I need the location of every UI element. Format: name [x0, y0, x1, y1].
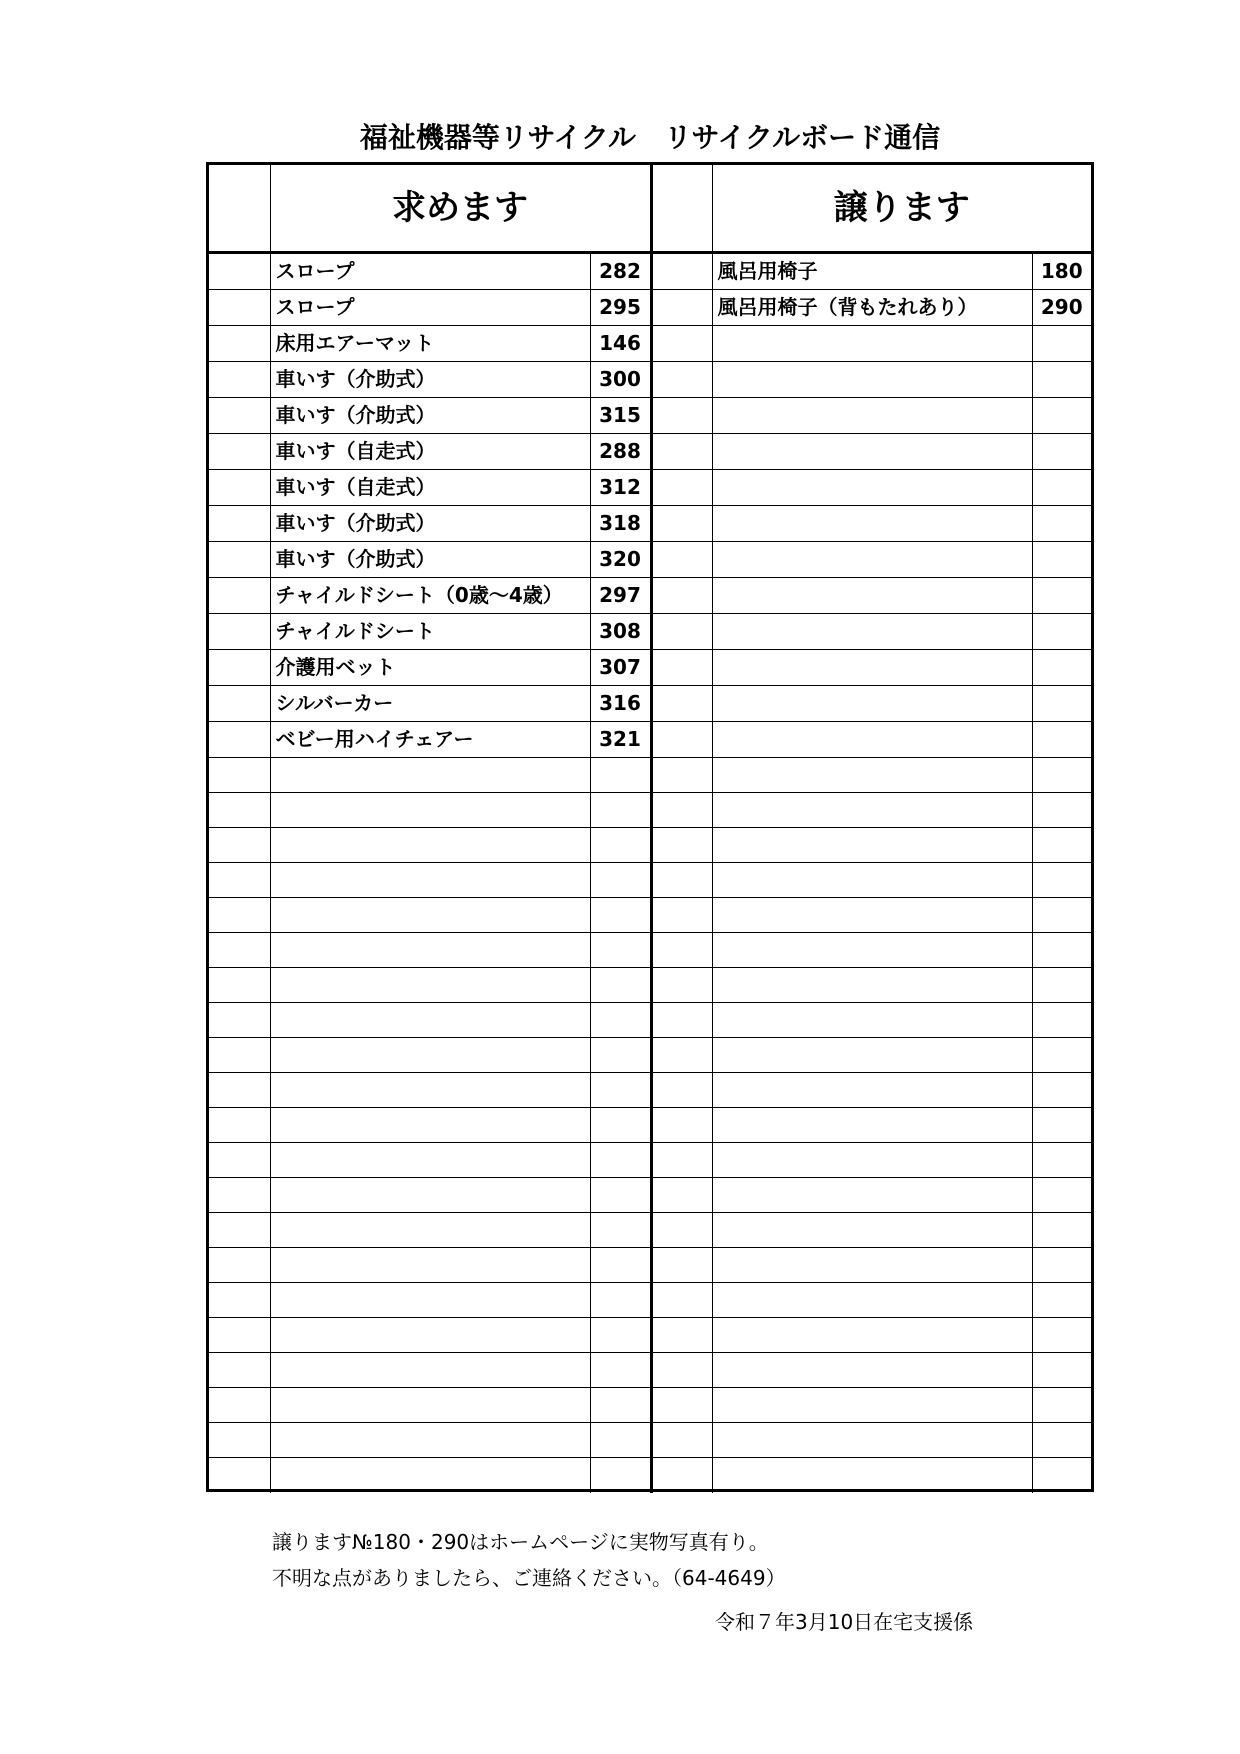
offered-blank-cell — [651, 968, 712, 1003]
offered-blank-cell — [651, 1423, 712, 1458]
offered-item-name — [712, 1283, 1032, 1318]
wanted-item-number — [590, 758, 651, 793]
offered-blank-cell — [651, 1458, 712, 1493]
wanted-item-name — [270, 828, 590, 863]
wanted-item-name — [270, 1213, 590, 1248]
wanted-blank-cell — [209, 1038, 270, 1073]
wanted-item-name — [270, 1458, 590, 1493]
offered-header: 譲ります — [712, 165, 1091, 253]
offered-blank-cell — [651, 1213, 712, 1248]
offered-item-name — [712, 434, 1032, 470]
offered-blank-cell — [651, 1353, 712, 1388]
recycle-board-table — [206, 162, 1094, 1492]
wanted-item-name — [270, 898, 590, 933]
wanted-item-name: スロープ — [270, 253, 590, 290]
wanted-item-number: 282 — [590, 253, 651, 290]
wanted-blank-cell — [209, 326, 270, 362]
offered-item-number — [1032, 1143, 1091, 1178]
table-row — [209, 1108, 1091, 1143]
note-photo: 譲ります№180・290はホームページに実物写真有り。 — [272, 1530, 769, 1554]
wanted-item-number: 307 — [590, 650, 651, 686]
wanted-item-number: 288 — [590, 434, 651, 470]
offered-item-number — [1032, 362, 1091, 398]
offered-blank-cell — [651, 434, 712, 470]
wanted-blank-cell — [209, 1248, 270, 1283]
offered-item-name — [712, 1073, 1032, 1108]
wanted-item-name: 車いす（介助式） — [270, 398, 590, 434]
offered-item-name — [712, 506, 1032, 542]
wanted-item-number: 320 — [590, 542, 651, 578]
table-row — [209, 933, 1091, 968]
offered-item-name — [712, 828, 1032, 863]
wanted-item-name: チャイルドシート — [270, 614, 590, 650]
wanted-item-name — [270, 863, 590, 898]
offered-blank-cell — [651, 863, 712, 898]
table-row — [209, 1423, 1091, 1458]
wanted-item-name: 介護用ベット — [270, 650, 590, 686]
offered-item-number — [1032, 578, 1091, 614]
wanted-blank-cell — [209, 1353, 270, 1388]
offered-item-number — [1032, 434, 1091, 470]
offered-blank-cell — [651, 362, 712, 398]
offered-blank-cell — [651, 933, 712, 968]
wanted-item-number — [590, 1353, 651, 1388]
offered-blank-cell — [651, 1283, 712, 1318]
wanted-blank-cell — [209, 898, 270, 933]
wanted-blank-cell — [209, 1143, 270, 1178]
offered-blank-cell — [651, 898, 712, 933]
wanted-item-name: シルバーカー — [270, 686, 590, 722]
table-row — [209, 1038, 1091, 1073]
wanted-item-name: チャイルドシート（0歳～4歳） — [270, 578, 590, 614]
wanted-blank-cell — [209, 863, 270, 898]
offered-blank-cell — [651, 1318, 712, 1353]
offered-item-number — [1032, 398, 1091, 434]
wanted-item-number: 146 — [590, 326, 651, 362]
offered-blank-cell — [651, 326, 712, 362]
offered-item-number — [1032, 828, 1091, 863]
table-row — [209, 1003, 1091, 1038]
wanted-item-number — [590, 968, 651, 1003]
table-row — [209, 398, 1091, 434]
wanted-item-number — [590, 1423, 651, 1458]
table-row — [209, 1143, 1091, 1178]
wanted-item-name — [270, 968, 590, 1003]
offered-blank-cell — [651, 758, 712, 793]
wanted-blank-cell — [209, 290, 270, 326]
wanted-item-number — [590, 1213, 651, 1248]
offered-item-number — [1032, 1178, 1091, 1213]
wanted-item-name: 車いす（自走式） — [270, 434, 590, 470]
offered-blank-cell — [651, 1038, 712, 1073]
table-row — [209, 1283, 1091, 1318]
table-header-row — [209, 165, 1091, 253]
offered-blank-cell — [651, 398, 712, 434]
offered-item-number — [1032, 1353, 1091, 1388]
wanted-item-name — [270, 1388, 590, 1423]
wanted-item-number: 300 — [590, 362, 651, 398]
wanted-item-number — [590, 1003, 651, 1038]
offered-item-number — [1032, 863, 1091, 898]
table-row — [209, 506, 1091, 542]
offered-blank-cell — [651, 793, 712, 828]
note-contact: 不明な点がありましたら、ご連絡ください。（64-4649） — [272, 1566, 786, 1590]
offered-item-number — [1032, 542, 1091, 578]
wanted-blank-cell — [209, 1458, 270, 1493]
table-row — [209, 290, 1091, 326]
wanted-item-name — [270, 1283, 590, 1318]
offered-item-name — [712, 1388, 1032, 1423]
wanted-item-name — [270, 758, 590, 793]
table-row — [209, 614, 1091, 650]
offered-item-number — [1032, 1108, 1091, 1143]
table-row — [209, 1178, 1091, 1213]
wanted-blank-cell — [209, 434, 270, 470]
wanted-blank-cell — [209, 828, 270, 863]
offered-item-name — [712, 542, 1032, 578]
offered-blank-cell — [651, 1108, 712, 1143]
wanted-item-number — [590, 793, 651, 828]
offered-item-name — [712, 686, 1032, 722]
wanted-item-name: ベビー用ハイチェアー — [270, 722, 590, 758]
wanted-item-name: スロープ — [270, 290, 590, 326]
offered-blank-cell — [651, 1073, 712, 1108]
offered-item-name — [712, 1318, 1032, 1353]
offered-blank-cell — [651, 686, 712, 722]
table-row — [209, 1073, 1091, 1108]
wanted-item-number — [590, 828, 651, 863]
page-title: 福祉機器等リサイクル リサイクルボード通信 — [359, 121, 941, 154]
wanted-blank-cell — [209, 793, 270, 828]
wanted-blank-cell — [209, 614, 270, 650]
table-row — [209, 863, 1091, 898]
offered-item-number — [1032, 1318, 1091, 1353]
offered-item-name — [712, 470, 1032, 506]
offered-item-name — [712, 1458, 1032, 1493]
table-row — [209, 326, 1091, 362]
wanted-blank-cell — [209, 1318, 270, 1353]
wanted-item-number — [590, 933, 651, 968]
table-row — [209, 362, 1091, 398]
wanted-blank-cell — [209, 1003, 270, 1038]
offered-item-number: 180 — [1032, 253, 1091, 290]
table-row — [209, 470, 1091, 506]
offered-blank-cell — [651, 1248, 712, 1283]
offered-item-name — [712, 722, 1032, 758]
wanted-blank-cell — [209, 722, 270, 758]
offered-item-name — [712, 578, 1032, 614]
offered-blank-cell — [651, 542, 712, 578]
offered-item-number — [1032, 614, 1091, 650]
wanted-item-number: 318 — [590, 506, 651, 542]
offered-item-number — [1032, 722, 1091, 758]
offered-item-name — [712, 650, 1032, 686]
table-row — [209, 434, 1091, 470]
offered-item-name — [712, 1038, 1032, 1073]
notes — [272, 1524, 786, 1596]
offered-item-name — [712, 758, 1032, 793]
offered-item-name — [712, 1353, 1032, 1388]
header-blank-cell — [209, 165, 270, 253]
wanted-blank-cell — [209, 542, 270, 578]
offered-item-number — [1032, 1388, 1091, 1423]
offered-item-number — [1032, 686, 1091, 722]
wanted-item-name — [270, 1353, 590, 1388]
offered-item-number — [1032, 1073, 1091, 1108]
wanted-blank-cell — [209, 1283, 270, 1318]
wanted-item-number — [590, 1178, 651, 1213]
offered-blank-cell — [651, 1143, 712, 1178]
offered-item-name — [712, 1003, 1032, 1038]
wanted-item-name: 車いす（介助式） — [270, 542, 590, 578]
offered-item-number — [1032, 933, 1091, 968]
table-row — [209, 1353, 1091, 1388]
offered-item-name — [712, 326, 1032, 362]
offered-item-number — [1032, 1038, 1091, 1073]
wanted-item-number — [590, 1283, 651, 1318]
wanted-blank-cell — [209, 1073, 270, 1108]
table-row — [209, 578, 1091, 614]
offered-item-number — [1032, 1248, 1091, 1283]
offered-item-name — [712, 1178, 1032, 1213]
wanted-item-number — [590, 1248, 651, 1283]
wanted-item-number: 315 — [590, 398, 651, 434]
offered-item-number — [1032, 326, 1091, 362]
wanted-item-number — [590, 1073, 651, 1108]
wanted-item-number — [590, 1458, 651, 1493]
offered-blank-cell — [651, 1388, 712, 1423]
wanted-item-name — [270, 1038, 590, 1073]
wanted-item-number — [590, 1143, 651, 1178]
wanted-blank-cell — [209, 968, 270, 1003]
offered-item-number — [1032, 1283, 1091, 1318]
wanted-item-number: 321 — [590, 722, 651, 758]
offered-item-name — [712, 863, 1032, 898]
offered-blank-cell — [651, 578, 712, 614]
table-row — [209, 1458, 1091, 1493]
wanted-item-name — [270, 793, 590, 828]
wanted-blank-cell — [209, 686, 270, 722]
wanted-item-name — [270, 1073, 590, 1108]
offered-blank-cell — [651, 614, 712, 650]
wanted-blank-cell — [209, 470, 270, 506]
table-row — [209, 542, 1091, 578]
wanted-item-number — [590, 863, 651, 898]
wanted-item-number — [590, 898, 651, 933]
table-row — [209, 1248, 1091, 1283]
table-row — [209, 686, 1091, 722]
offered-item-number — [1032, 1003, 1091, 1038]
offered-item-number — [1032, 758, 1091, 793]
table-row — [209, 1318, 1091, 1353]
offered-item-name — [712, 898, 1032, 933]
offered-item-name — [712, 398, 1032, 434]
wanted-blank-cell — [209, 650, 270, 686]
offered-item-number — [1032, 1213, 1091, 1248]
offered-item-number — [1032, 470, 1091, 506]
wanted-item-name: 車いす（介助式） — [270, 506, 590, 542]
offered-item-number — [1032, 898, 1091, 933]
wanted-item-number — [590, 1318, 651, 1353]
wanted-blank-cell — [209, 398, 270, 434]
offered-item-name — [712, 933, 1032, 968]
wanted-blank-cell — [209, 1213, 270, 1248]
table-row — [209, 1213, 1091, 1248]
wanted-item-name: 車いす（自走式） — [270, 470, 590, 506]
wanted-item-number: 316 — [590, 686, 651, 722]
offered-item-name — [712, 1213, 1032, 1248]
offered-blank-cell — [651, 253, 712, 290]
wanted-item-name — [270, 1003, 590, 1038]
wanted-blank-cell — [209, 1178, 270, 1213]
wanted-blank-cell — [209, 506, 270, 542]
offered-item-number — [1032, 1458, 1091, 1493]
table-row — [209, 968, 1091, 1003]
offered-item-name — [712, 1248, 1032, 1283]
table-row — [209, 722, 1091, 758]
wanted-item-number — [590, 1108, 651, 1143]
wanted-item-number — [590, 1038, 651, 1073]
offered-item-name: 風呂用椅子（背もたれあり） — [712, 290, 1032, 326]
offered-blank-cell — [651, 722, 712, 758]
issue-date: 令和７年3月10日在宅支援係 — [715, 1610, 974, 1634]
wanted-blank-cell — [209, 362, 270, 398]
offered-blank-cell — [651, 828, 712, 863]
wanted-item-name — [270, 1108, 590, 1143]
wanted-item-number: 308 — [590, 614, 651, 650]
wanted-item-number — [590, 1388, 651, 1423]
table-row — [209, 650, 1091, 686]
offered-item-number — [1032, 506, 1091, 542]
wanted-item-name — [270, 933, 590, 968]
offered-blank-cell — [651, 290, 712, 326]
offered-item-name — [712, 793, 1032, 828]
wanted-item-name — [270, 1248, 590, 1283]
wanted-item-name — [270, 1143, 590, 1178]
wanted-blank-cell — [209, 253, 270, 290]
offered-item-number: 290 — [1032, 290, 1091, 326]
offered-item-number — [1032, 650, 1091, 686]
offered-blank-cell — [651, 650, 712, 686]
offered-item-number — [1032, 1423, 1091, 1458]
table-row — [209, 828, 1091, 863]
wanted-item-name — [270, 1178, 590, 1213]
offered-item-number — [1032, 793, 1091, 828]
offered-item-name — [712, 362, 1032, 398]
offered-item-name — [712, 1108, 1032, 1143]
offered-item-name — [712, 614, 1032, 650]
wanted-item-name — [270, 1423, 590, 1458]
wanted-blank-cell — [209, 1108, 270, 1143]
wanted-header: 求めます — [270, 165, 651, 253]
table-row — [209, 1388, 1091, 1423]
wanted-item-number: 297 — [590, 578, 651, 614]
header-blank-cell — [651, 165, 712, 253]
table-row — [209, 898, 1091, 933]
offered-item-name — [712, 1143, 1032, 1178]
offered-blank-cell — [651, 506, 712, 542]
wanted-item-number: 312 — [590, 470, 651, 506]
table-row — [209, 253, 1091, 290]
offered-item-name — [712, 968, 1032, 1003]
wanted-item-name — [270, 1318, 590, 1353]
wanted-blank-cell — [209, 1423, 270, 1458]
offered-blank-cell — [651, 470, 712, 506]
wanted-blank-cell — [209, 933, 270, 968]
wanted-blank-cell — [209, 1388, 270, 1423]
offered-item-name: 風呂用椅子 — [712, 253, 1032, 290]
offered-blank-cell — [651, 1003, 712, 1038]
table-row — [209, 758, 1091, 793]
wanted-item-name: 車いす（介助式） — [270, 362, 590, 398]
wanted-blank-cell — [209, 578, 270, 614]
wanted-item-number: 295 — [590, 290, 651, 326]
offered-blank-cell — [651, 1178, 712, 1213]
offered-item-name — [712, 1423, 1032, 1458]
offered-item-number — [1032, 968, 1091, 1003]
table-row — [209, 793, 1091, 828]
wanted-item-name: 床用エアーマット — [270, 326, 590, 362]
wanted-blank-cell — [209, 758, 270, 793]
